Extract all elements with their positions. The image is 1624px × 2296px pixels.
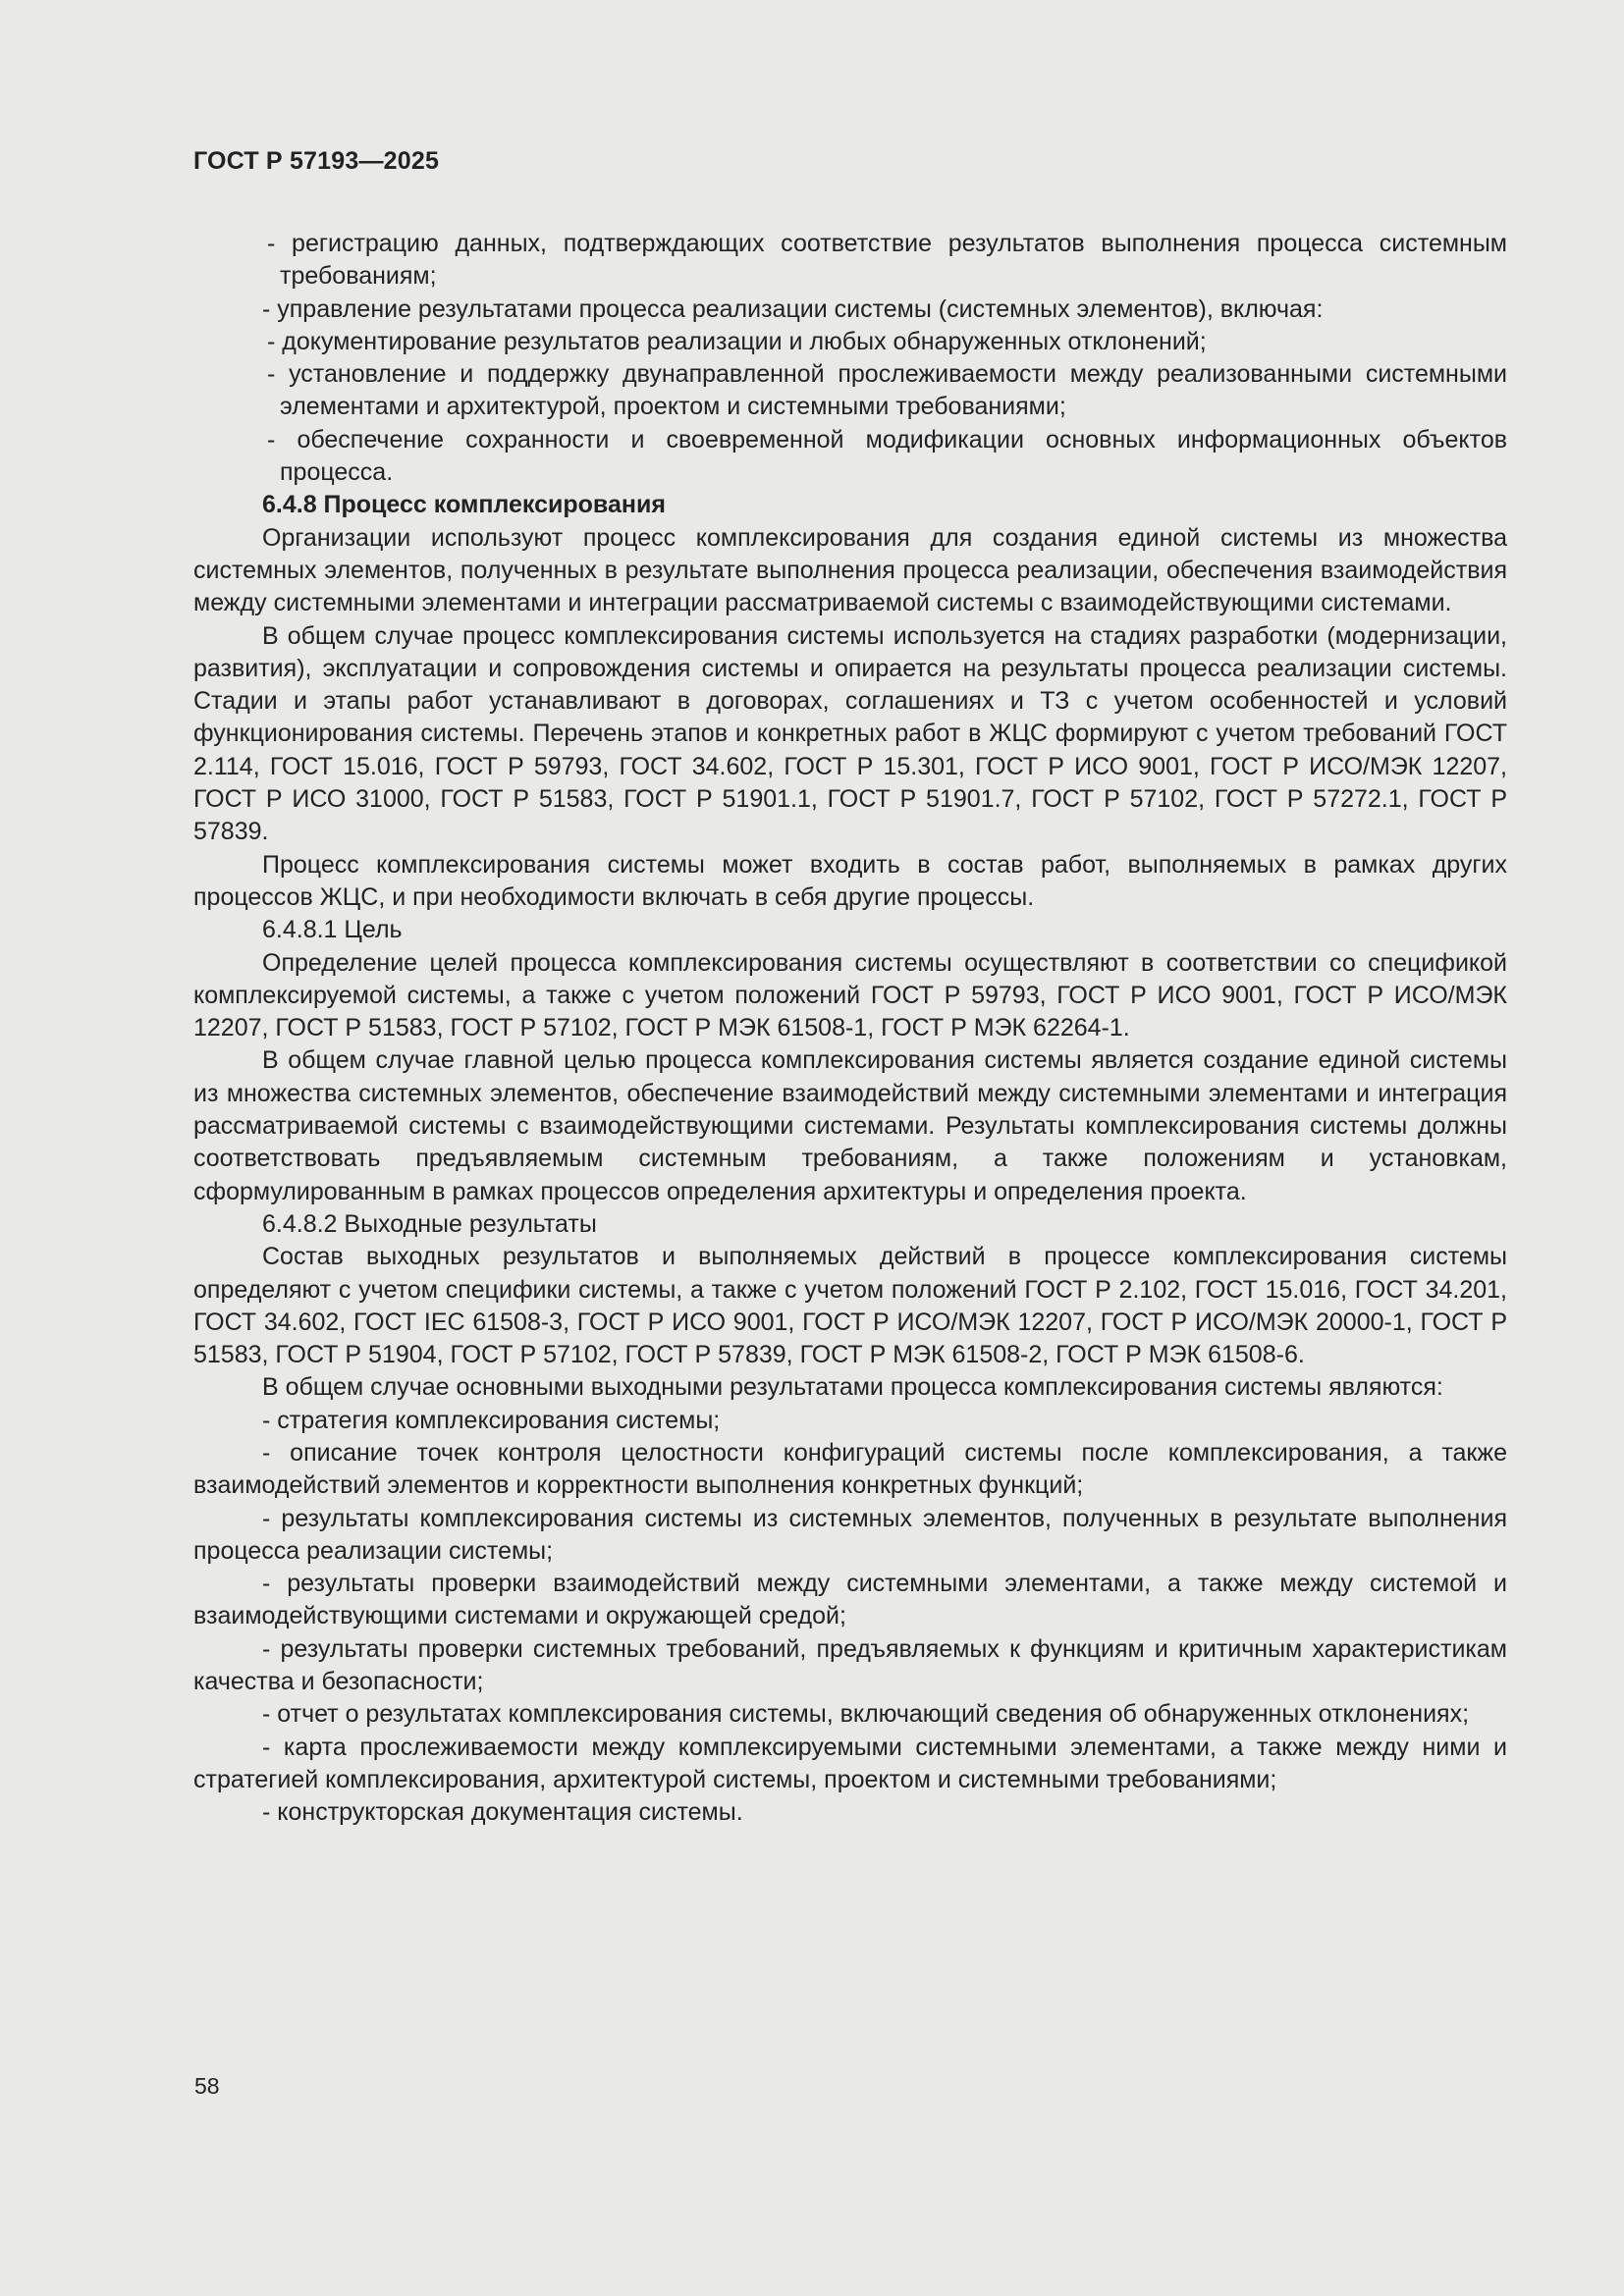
document-body [193,228,1507,1830]
paragraph: Организации используют процесс комплексирования для создания единой системы из множества системных элементов, полученных в результате выполнения процесса реализации, обеспечения взаимодействия между системными элементами и интеграции рассматриваемой системы с взаимодействующими системами. [193,523,1507,617]
paragraph: Процесс комплексирования системы может входить в состав работ, выполняемых в рамках других процессов ЖЦС, и при необходимости включать в себя другие процессы. [193,850,1507,911]
list-item: - карта прослеживаемости между комплексируемыми системными элементами, а также между ними и стратегией комплексирования, архитектурой системы, проектом и системными требованиями; [193,1733,1507,1793]
paragraph: В общем случае главной целью процесса комплексирования системы является создание единой системы из множества системных элементов, обеспечение взаимодействий между системными элементами и интеграция рассматриваемой системы с взаимодействующими системами. Результаты комплексирования системы должны соответствовать предъявляемым системным требованиям, а также положениям и установкам, сформулированным в рамках процессов определения архитектуры и определения проекта. [193,1046,1507,1205]
list-item: - отчет о результатах комплексирования системы, включающий сведения об обнаруженных отклонениях; [262,1700,1470,1729]
subsection-heading: 6.4.8.2 Выходные результаты [262,1209,597,1238]
paragraph: Состав выходных результатов и выполняемых действий в процессе комплексирования системы определяют с учетом специфики системы, а также с учетом положений ГОСТ Р 2.102, ГОСТ 15.016, ГОСТ 34.201, ГОСТ 34.602, ГОСТ IEC 61508-3, ГОСТ Р ИСО 9001, ГОСТ Р ИСО/МЭК 12207, ГОСТ Р ИСО/МЭК 20000-1, ГОСТ Р 51583, ГОСТ Р 51904, ГОСТ Р 57102, ГОСТ Р 57839, ГОСТ Р МЭК 61508-2, ГОСТ Р МЭК 61508-6. [193,1243,1507,1369]
paragraph: Определение целей процесса комплексирования системы осуществляют в соответствии со спецификой комплексируемой системы, а также с учетом положений ГОСТ Р 59793, ГОСТ Р ИСО 9001, ГОСТ Р ИСО/МЭК 12207, ГОСТ Р 51583, ГОСТ Р 57102, ГОСТ Р МЭК 61508-1, ГОСТ Р МЭК 62264-1. [193,948,1507,1042]
list-item: - стратегия комплексирования системы; [262,1406,721,1434]
section-heading: 6.4.8 Процесс комплексирования [262,491,666,519]
document-header: ГОСТ Р 57193—2025 [193,147,440,175]
list-item: - результаты комплексирования системы из системных элементов, полученных в результате выполнения процесса реализации системы; [193,1504,1507,1565]
paragraph: - обеспечение сохранности и своевременной модификации основных информационных объектов процесса. [267,425,1507,487]
paragraph: - управление результатами процесса реализации системы (системных элементов), включая: [262,294,1324,323]
paragraph: В общем случае процесс комплексирования системы используется на стадиях разработки (модернизации, развития), эксплуатации и сопровождения системы и опирается на результаты процесса реализации системы. Стадии и этапы работ устанавливают в договорах, соглашениях и ТЗ с учетом особенностей и условий функционирования системы. Перечень этапов и конкретных работ в ЖЦС формируют с учетом требований ГОСТ 2.114, ГОСТ 15.016, ГОСТ Р 59793, ГОСТ 34.602, ГОСТ Р 15.301, ГОСТ Р ИСО 9001, ГОСТ Р ИСО/МЭК 12207, ГОСТ Р ИСО 31000, ГОСТ Р 51583, ГОСТ Р 51901.1, ГОСТ Р 51901.7, ГОСТ Р 57102, ГОСТ Р 57272.1, ГОСТ Р 57839. [193,621,1507,846]
paragraph: В общем случае основными выходными результатами процесса комплексирования системы являются: [262,1373,1443,1402]
paragraph: - установление и поддержку двунаправленной прослеживаемости между реализованными системными элементами и архитектурой, проектом и системными требованиями; [267,360,1507,421]
list-item: - результаты проверки взаимодействий между системными элементами, а также между системой и взаимодействующими системами и окружающей средой; [193,1570,1507,1630]
list-item: - описание точек контроля целостности конфигураций системы после комплексирования, а также взаимодействий элементов и корректности выполнения конкретных функций; [193,1438,1507,1500]
list-item: - результаты проверки системных требований, предъявляемых к функциям и критичным характеристикам качества и безопасности; [193,1634,1507,1696]
page-number: 58 [194,2073,220,2099]
paragraph: - регистрацию данных, подтверждающих соответствие результатов выполнения процесса системным требованиям; [267,230,1507,291]
subsection-heading: 6.4.8.1 Цель [262,916,403,944]
paragraph: - документирование результатов реализации и любых обнаруженных отклонений; [267,327,1207,355]
list-item: - конструкторская документация системы. [262,1798,743,1827]
